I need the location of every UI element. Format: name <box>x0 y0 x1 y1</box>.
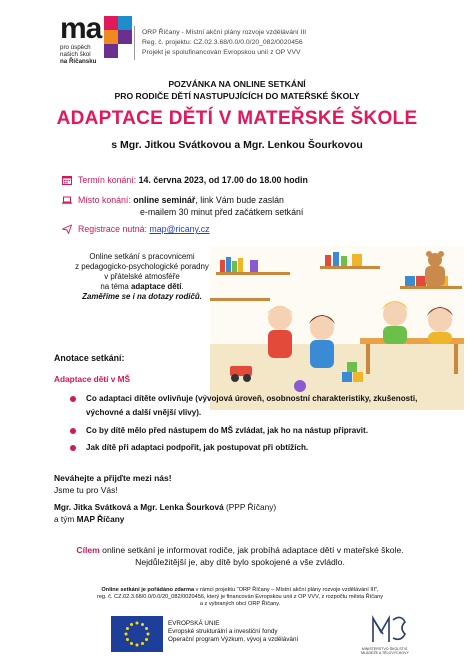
registration-row <box>62 224 210 235</box>
eu-star <box>136 644 139 647</box>
project-header-line1: ORP Říčany - Místní akční plány rozvoje vzdělávání III <box>142 29 307 36</box>
annotation-bullets <box>70 392 450 459</box>
invitation-line2: PRO RODIČE DĚTÍ NASTUPUJÍCÍCH DO MATEŘSKÉ ŠKOLY <box>114 91 360 101</box>
place-label: Místo konání: <box>78 195 131 205</box>
list-item: Co adaptaci dítěte ovlivňuje (vývojová úroveň, osobnostní charakteristiky, zkušenosti, výchovné a další vnější vlivy). <box>70 392 450 420</box>
eu-star <box>126 638 129 641</box>
eu-flag-icon <box>111 616 163 652</box>
funding-note: Online setkání je pořádáno zdarma v rámci projektu "ORP Říčany – Místní akční plány rozvoje vzdělávání III", reg. č. CZ.02.3.68/0.0/0.0/20_082/0020456, který je financován Evropskou unií z OP VVV, z rozpočtu města Říčany a z vybraných obcí ORP Říčany. <box>96 587 384 607</box>
eu-star <box>145 638 148 641</box>
main-title: ADAPTACE DĚTÍ V MATEŘSKÉ ŠKOLE <box>56 108 418 129</box>
eu-star <box>130 623 133 626</box>
eu-star <box>130 642 133 645</box>
presenters: s Mgr. Jitkou Svátkovou a Mgr. Lenkou Šourkovou <box>111 139 363 151</box>
annotation-heading: Anotace setkání: <box>54 353 125 363</box>
invitation-line1: POZVÁNKA NA ONLINE SETKÁNÍ <box>168 79 306 89</box>
place-row <box>62 195 284 206</box>
intro-text <box>54 252 230 302</box>
contact-line2: a tým MAP Říčany <box>54 513 125 524</box>
eu-star <box>136 622 139 625</box>
eu-funding-text: EVROPSKÁ UNIE Evropské strukturální a investiční fondy Operační program Výzkum, vývoj a vzdělávání <box>168 620 299 643</box>
classroom-illustration <box>210 246 464 410</box>
date-row <box>62 175 308 186</box>
logo-p-mark <box>104 16 134 60</box>
goal-line2: Nejdůležitější je, aby dítě bylo spokojené a vše zvládlo. <box>135 556 345 567</box>
calendar-icon <box>62 175 72 185</box>
eu-star <box>125 633 128 636</box>
pink-dot-icon <box>70 445 76 451</box>
closing-line2: Jsme tu pro Vás! <box>54 484 118 495</box>
registration-email-link[interactable]: map@ricany.cz <box>149 224 210 234</box>
date-value: 14. června 2023, od 17.00 do 18.00 hodin <box>138 175 308 185</box>
place-value-line2: e-mailem 30 minut před začátkem setkání <box>140 207 304 217</box>
list-item: Co by dítě mělo před nástupem do MŠ zvládat, jak ho na nástup připravit. <box>70 424 450 438</box>
annotation-subheading: Adaptace dětí v MŠ <box>54 374 131 384</box>
pink-dot-icon <box>70 396 76 402</box>
intro-line4: na téma adaptace dětí. <box>100 282 184 291</box>
date-label: Termín konání: <box>78 175 137 185</box>
map-logo <box>60 14 140 70</box>
place-value-rest: , link Vám bude zaslán <box>195 195 284 205</box>
eu-star <box>147 633 150 636</box>
closing-line1: Neváhejte a přijďte mezi nás! <box>54 473 172 483</box>
eu-star <box>141 623 144 626</box>
send-icon <box>62 224 72 234</box>
logo-subtitle: pro úspěch našich škol na Říčansku <box>60 44 97 65</box>
header-divider <box>134 26 135 60</box>
intro-line5: Zaměříme se i na dotazy rodičů. <box>82 292 202 301</box>
intro-line3: v přátelské atmosféře <box>104 272 180 281</box>
project-header <box>142 28 306 59</box>
project-header-line3: Projekt je spolufinancován Evropskou unií z OP VVV <box>142 49 301 57</box>
goal-label: Cílem <box>76 545 100 555</box>
intro-line1: Online setkání s pracovnicemi <box>89 252 195 261</box>
logo-letters: ma <box>60 12 102 45</box>
intro-line2: z pedagogicko-psychologické poradny <box>75 262 209 271</box>
eu-star <box>126 627 129 630</box>
contacts <box>54 502 276 525</box>
closing-text <box>54 473 172 496</box>
registration-label: Registrace nutná: <box>78 224 147 234</box>
project-header-line2: Reg. č. projektu: CZ.02.3.68/0.0/0.0/20_082/0020456 <box>142 39 303 47</box>
laptop-icon <box>62 195 72 205</box>
pink-dot-icon <box>70 428 76 434</box>
eu-star <box>141 642 144 645</box>
eu-star <box>145 627 148 630</box>
list-item: Jak dítě při adaptaci podpořit, jak postupovat při obtížích. <box>70 441 450 455</box>
goal-text: Cílem online setkání je informovat rodiče, jak probíhá adaptace dětí v mateřské škole. Nejdůležitější je, aby dítě bylo spokojené a vše zvládlo. <box>50 545 430 568</box>
place-value-bold: online seminář <box>133 195 196 205</box>
ministry-text: MINISTERSTVO ŠKOLSTVÍ, MLÁDEŽE A TĚLOVÝCHOVY <box>361 647 409 656</box>
contact-line1: Mgr. Jitka Svátková a Mgr. Lenka Šourková (PPP Říčany) <box>54 502 277 512</box>
